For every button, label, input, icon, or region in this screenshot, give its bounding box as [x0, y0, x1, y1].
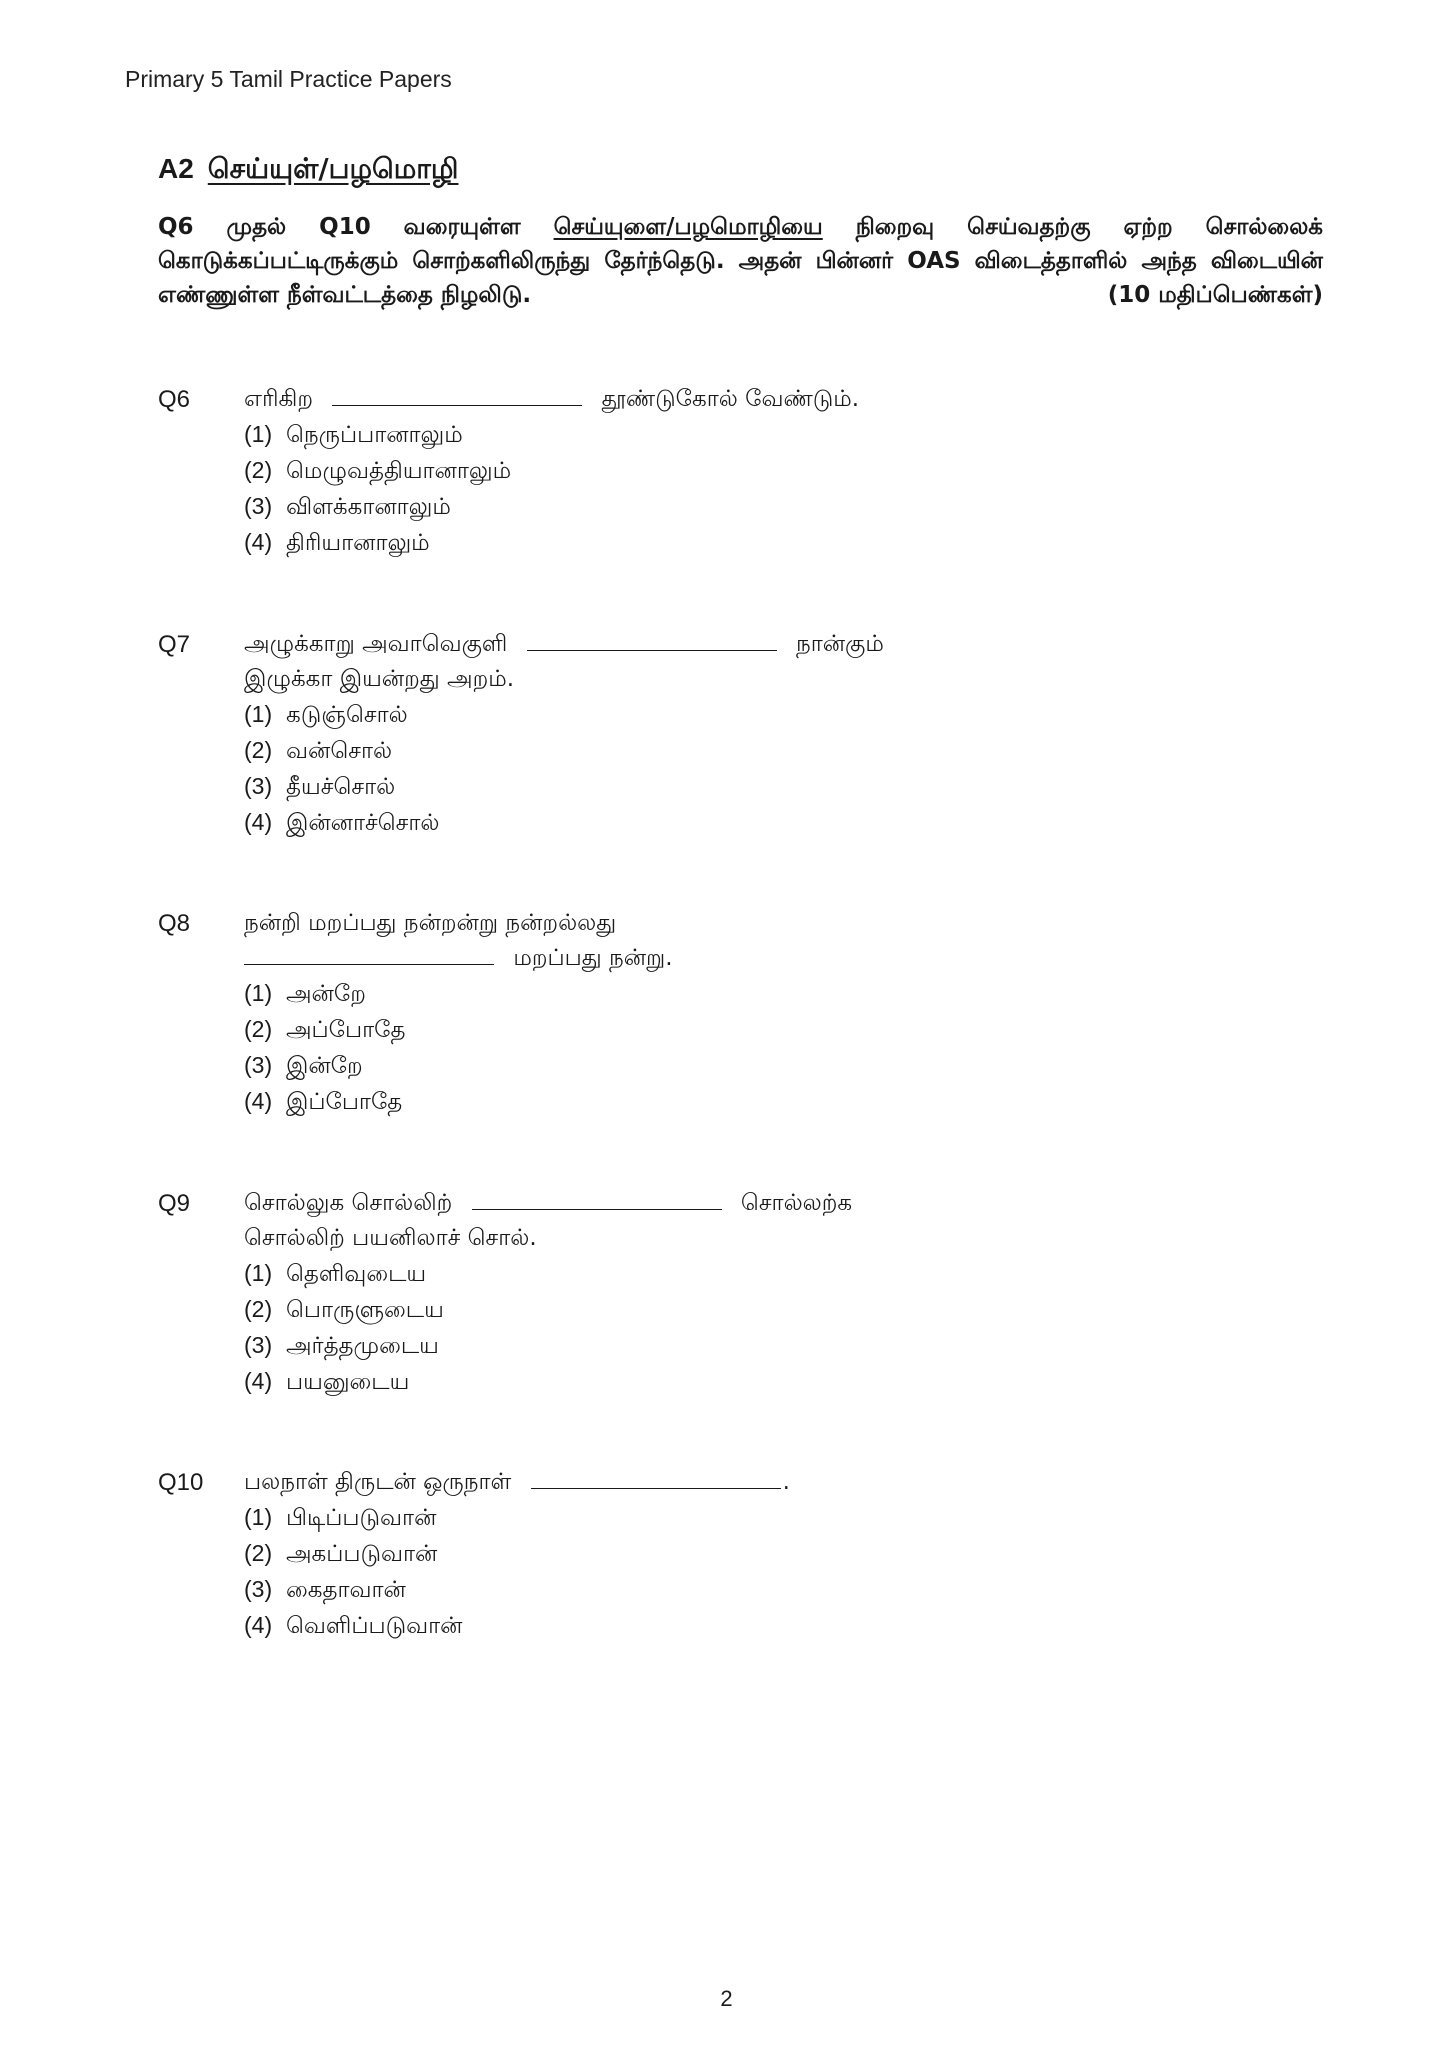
running-header: Primary 5 Tamil Practice Papers: [125, 66, 452, 92]
option-2: [244, 1536, 1158, 1572]
option-text: நெருப்பானாலும்: [286, 422, 463, 448]
options-list: [244, 1500, 1158, 1644]
stem-before-blank: அழுக்காறு அவாவெகுளி: [244, 631, 508, 657]
page-number: 2: [720, 1986, 733, 2011]
answer-blank: [332, 385, 582, 406]
question-q10: [158, 1465, 1158, 1644]
option-number: (1): [244, 980, 273, 1006]
answer-blank: [472, 1189, 722, 1210]
question-stem-line-2: [244, 941, 1158, 976]
question-number: Q6: [158, 386, 191, 413]
option-number: (4): [244, 1612, 273, 1638]
option-4: [244, 1364, 1158, 1400]
option-3: [244, 489, 1158, 525]
option-3: [244, 1048, 1158, 1084]
stem-before-blank: சொல்லுக சொல்லிற்: [244, 1190, 453, 1216]
option-4: [244, 805, 1158, 841]
option-1: [244, 1256, 1158, 1292]
option-number: (2): [244, 1016, 273, 1042]
option-text: பொருளுடைய: [286, 1297, 444, 1323]
option-text: மெழுவத்தியானாலும்: [286, 458, 512, 484]
stem-after-blank: மறப்பது நன்று.: [513, 945, 673, 971]
question-stem: [244, 1186, 1158, 1221]
option-text: கடுஞ்சொல்: [286, 702, 408, 728]
option-2: [244, 453, 1158, 489]
option-3: [244, 1572, 1158, 1608]
question-number: Q8: [158, 910, 191, 937]
answer-blank: [531, 1468, 781, 1489]
question-stem: [244, 382, 1158, 417]
option-3: [244, 1328, 1158, 1364]
options-list: [244, 697, 1158, 841]
option-text: விளக்கானாலும்: [286, 494, 451, 520]
option-3: [244, 769, 1158, 805]
option-number: (1): [244, 421, 273, 447]
option-number: (4): [244, 809, 273, 835]
option-text: தெளிவுடைய: [286, 1261, 427, 1287]
option-text: இன்னாச்சொல்: [286, 810, 440, 836]
option-4: [244, 525, 1158, 561]
question-number: Q10: [158, 1469, 204, 1496]
option-number: (2): [244, 457, 273, 483]
question-stem: நன்றி மறப்பது நன்றன்று நன்றல்லது: [244, 910, 617, 936]
option-text: அகப்படுவான்: [286, 1541, 438, 1567]
instructions-text-1: Q6 முதல் Q10 வரையுள்ள: [158, 214, 554, 240]
section-title: செய்யுள்/பழமொழி: [207, 152, 459, 185]
options-list: [244, 1256, 1158, 1400]
section-code: A2: [158, 153, 194, 184]
option-number: (4): [244, 1088, 273, 1114]
question-number: Q9: [158, 1190, 191, 1217]
option-number: (4): [244, 529, 273, 555]
options-list: [244, 976, 1158, 1120]
question-stem-line-2: இழுக்கா இயன்றது அறம்.: [244, 666, 515, 692]
option-1: [244, 697, 1158, 733]
option-1: [244, 1500, 1158, 1536]
question-q9: [158, 1186, 1158, 1400]
question-q6: [158, 382, 1158, 561]
question-stem: [244, 627, 1158, 662]
option-text: இன்றே: [286, 1053, 363, 1079]
option-number: (3): [244, 1052, 273, 1078]
option-text: அப்போதே: [286, 1017, 406, 1043]
option-number: (1): [244, 701, 273, 727]
option-text: திரியானாலும்: [286, 530, 430, 556]
option-number: (1): [244, 1260, 273, 1286]
options-list: [244, 417, 1158, 561]
question-q7: [158, 627, 1158, 841]
option-text: வெளிப்படுவான்: [286, 1613, 463, 1639]
stem-before-blank: பலநாள் திருடன் ஒருநாள்: [244, 1469, 512, 1495]
section-heading: [158, 152, 458, 189]
option-text: தீயச்சொல்: [286, 774, 396, 800]
option-text: அன்றே: [286, 981, 366, 1007]
option-text: பிடிப்படுவான்: [286, 1505, 437, 1531]
stem-after-blank: சொல்லற்க: [740, 1190, 853, 1216]
marks-label: (10 மதிப்பெண்கள்): [1107, 282, 1323, 308]
stem-after-blank: நான்கும்: [795, 631, 884, 657]
stem-before-blank: எரிகிற: [244, 386, 313, 412]
option-text: கைதாவான்: [286, 1577, 406, 1603]
question-stem: [244, 1465, 1158, 1500]
question-stem-line-2: சொல்லிற் பயனிலாச் சொல்.: [244, 1225, 537, 1251]
question-q8: [158, 906, 1158, 1120]
option-text: வன்சொல்: [286, 738, 393, 764]
option-number: (4): [244, 1368, 273, 1394]
stem-after-blank: தூண்டுகோல் வேண்டும்.: [601, 386, 860, 412]
option-4: [244, 1084, 1158, 1120]
question-number: Q7: [158, 631, 191, 658]
option-number: (3): [244, 773, 273, 799]
option-4: [244, 1608, 1158, 1644]
option-2: [244, 1012, 1158, 1048]
option-number: (1): [244, 1504, 273, 1530]
answer-blank: [244, 944, 494, 965]
option-number: (3): [244, 493, 273, 519]
option-number: (2): [244, 1296, 273, 1322]
stem-after-blank: .: [782, 1469, 790, 1495]
instructions-text-2: நிறைவு செய்வதற்கு ஏற்ற சொல்லைக் கொடுக்கப்பட்டிருக்கும் சொற்களிலிருந்து தேர்ந்தெடு. அதன் பின்னர் OAS விடைத்தாளில் அந்த விடையின் எண்ணுள்ள நீள்வட்டத்தை நிழலிடு.: [158, 214, 1323, 308]
option-text: இப்போதே: [286, 1089, 403, 1115]
option-number: (2): [244, 737, 273, 763]
option-2: [244, 733, 1158, 769]
option-number: (2): [244, 1540, 273, 1566]
option-text: அர்த்தமுடைய: [286, 1333, 439, 1359]
option-1: [244, 417, 1158, 453]
answer-blank: [527, 630, 777, 651]
instructions-paragraph: [158, 210, 1323, 312]
option-number: (3): [244, 1332, 273, 1358]
option-number: (3): [244, 1576, 273, 1602]
option-2: [244, 1292, 1158, 1328]
option-1: [244, 976, 1158, 1012]
instructions-underlined: செய்யுளை/பழமொழியை: [553, 214, 823, 240]
option-text: பயனுடைய: [286, 1369, 410, 1395]
